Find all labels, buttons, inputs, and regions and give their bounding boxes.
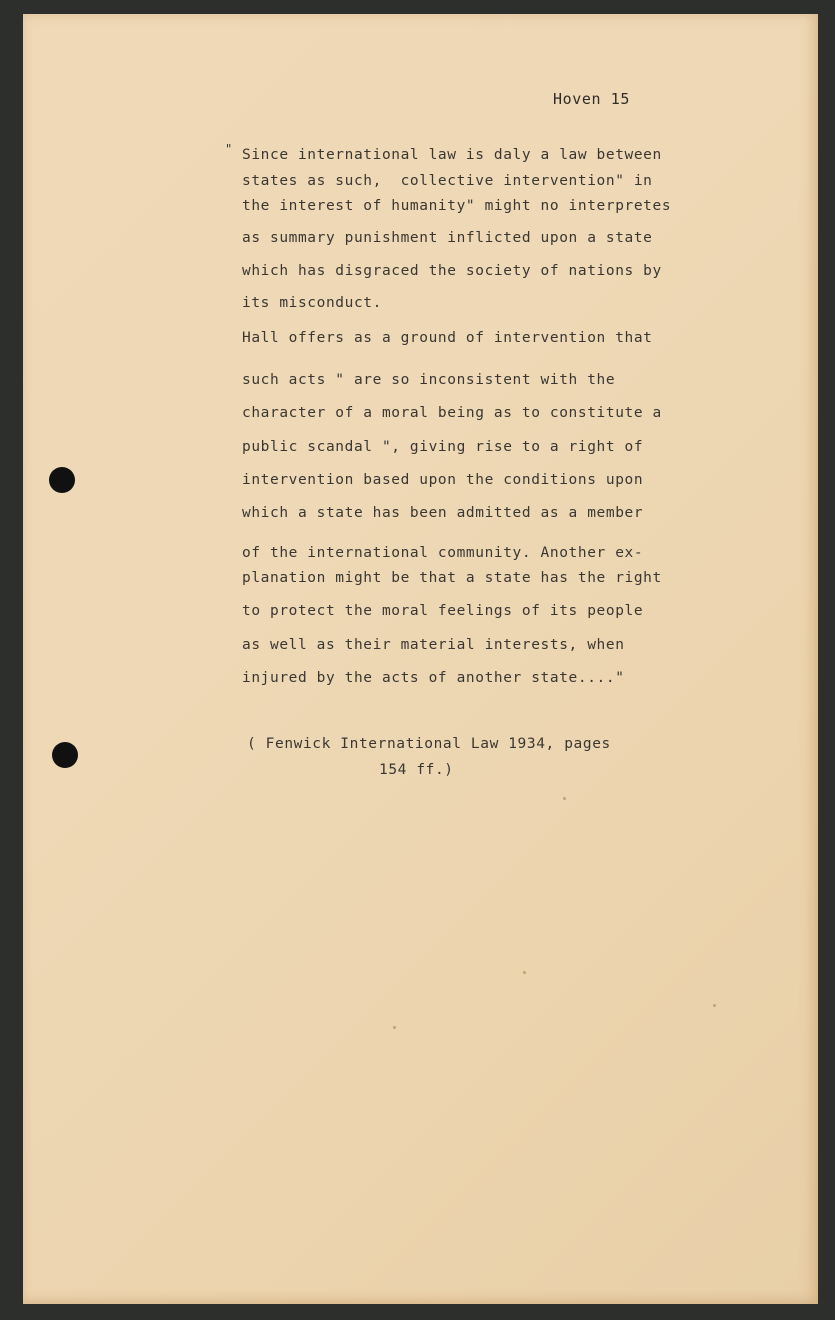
paper-speck (713, 1004, 716, 1007)
quote-line: Since international law is daly a law between (242, 147, 662, 163)
paper-speck (523, 971, 526, 974)
punch-hole (52, 742, 78, 768)
quote-line: as summary punishment inflicted upon a state (242, 230, 653, 246)
quote-line: character of a moral being as to constitute a (242, 405, 662, 421)
quote-line: the interest of humanity" might no interpretes (242, 198, 672, 214)
quote-line: which a state has been admitted as a member (242, 505, 644, 521)
quote-line: Hall offers as a ground of intervention that (242, 330, 653, 346)
quote-line: its misconduct. (242, 295, 382, 311)
quote-line: public scandal ", giving rise to a right of (242, 439, 644, 455)
quote-line: states as such, collective intervention" in (242, 173, 653, 189)
quote-line: to protect the moral feelings of its people (242, 603, 644, 619)
document-page (23, 14, 818, 1304)
quote-line: planation might be that a state has the right (242, 570, 662, 586)
paper-speck (393, 1026, 396, 1029)
quote-line: as well as their material interests, when (242, 637, 625, 653)
quote-line: intervention based upon the conditions upon (242, 472, 644, 488)
opening-quote-mark: " (225, 142, 233, 156)
quote-line: which has disgraced the society of nations by (242, 263, 662, 279)
page-identifier: Hoven 15 (553, 90, 631, 108)
paper-speck (563, 797, 566, 800)
citation-line: ( Fenwick International Law 1934, pages (247, 736, 611, 752)
citation-line: 154 ff.) (379, 762, 454, 778)
quote-line: of the international community. Another ex- (242, 545, 644, 561)
quote-line: such acts " are so inconsistent with the (242, 372, 616, 388)
punch-hole (49, 467, 75, 493)
quote-line: injured by the acts of another state...." (242, 670, 625, 686)
